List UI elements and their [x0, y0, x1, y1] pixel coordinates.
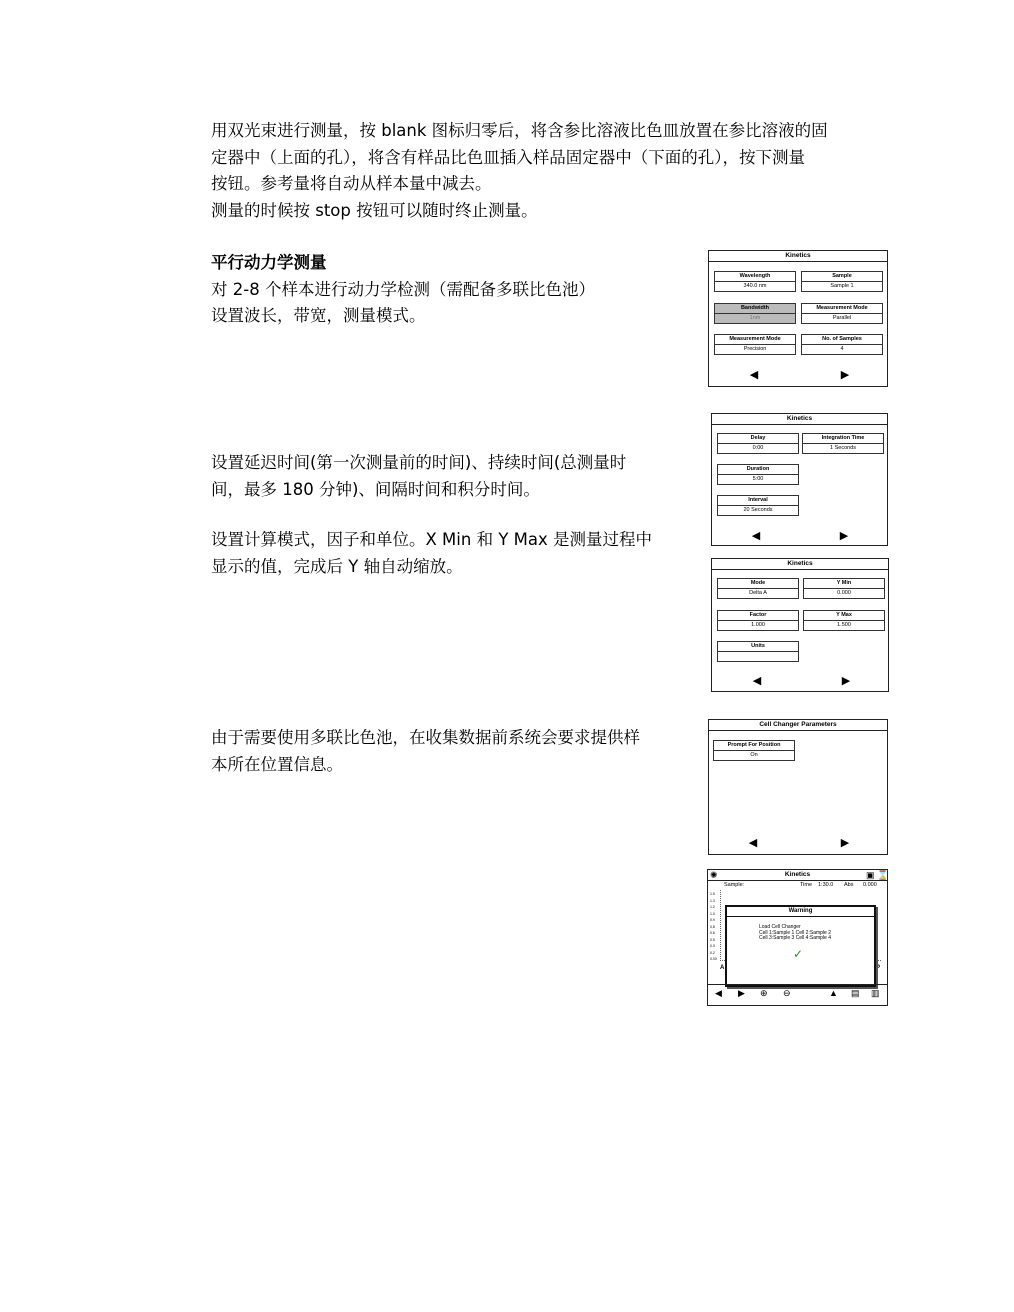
field-value: 4 [840, 346, 844, 352]
field-label: Units [718, 642, 798, 652]
y-tick-label: 0.00 [710, 957, 717, 961]
field-value: Precision [743, 346, 767, 352]
time-value: 1:30.0 [818, 882, 834, 888]
field-label: Mode [718, 579, 798, 589]
field-label: No. of Samples [802, 335, 882, 345]
prompt-position-field[interactable] [713, 740, 795, 761]
field-value: 1nm [749, 315, 761, 321]
text-line: 设置波长，带宽，测量模式。 [211, 306, 426, 325]
factor-field[interactable] [717, 610, 799, 631]
y-tick-label: 0.5 [710, 937, 715, 942]
text-line: 由于需要使用多联比色池，在收集数据前系统会要求提供样 [211, 728, 640, 747]
y-tick-label: 1.0 [710, 911, 715, 916]
text-line: 显示的值，完成后 Y 轴自动缩放。 [211, 556, 463, 576]
text-line: 间，最多 180 分钟)、间隔时间和积分时间。 [211, 479, 540, 499]
field-label: Sample [802, 272, 882, 282]
hourglass-icon: ⌛ [877, 870, 889, 880]
y-tick-label: 1.2 [710, 905, 715, 909]
field-label: Bandwidth [715, 304, 795, 314]
y-tick-label: 1.5 [710, 892, 715, 896]
field-value: 5:00 [752, 476, 764, 482]
y-tick-label: 0.8 [710, 924, 715, 929]
kinetics-panel-2 [711, 413, 888, 546]
field-value: 340.0 nm [743, 283, 767, 289]
y-min-field[interactable] [803, 578, 885, 599]
arrow-right-icon[interactable]: ▶ [840, 369, 850, 381]
sample-label: Sample: [724, 882, 745, 888]
arrow-left-icon[interactable]: ◀ [752, 675, 762, 687]
text-line: 本所在位置信息。 [211, 754, 343, 774]
field-label: Prompt For Position [714, 741, 794, 751]
section-heading: 平行动力学测量 [211, 253, 327, 272]
bandwidth-field [714, 303, 796, 324]
report-icon[interactable]: ▤ [851, 988, 860, 998]
field-label: Factor [718, 611, 798, 621]
units-field[interactable] [717, 641, 799, 662]
field-value: 1.000 [751, 622, 765, 628]
field-value: Sample 1 [830, 283, 854, 289]
arrow-right-icon[interactable]: ▶ [839, 530, 849, 542]
arrow-left-icon[interactable]: ◀ [748, 837, 758, 849]
arrow-right-icon[interactable]: ▶ [841, 675, 851, 687]
panel-title: Kinetics [708, 870, 887, 881]
text-line: 设置延迟时间(第一次测量前的时间)、持续时间(总测量时 [211, 453, 627, 472]
field-value: Delta A [749, 590, 767, 596]
wavelength-field[interactable] [714, 271, 796, 292]
abs-value: 0.000 [863, 882, 877, 888]
delay-field[interactable] [717, 433, 799, 454]
dialog-message: Cell 3:Sample 3 Cell 4:Sample 4 [759, 935, 831, 941]
calc-settings-text [211, 527, 652, 580]
dialog-message: Load Cell Changer [759, 924, 801, 930]
panel-title: Kinetics [709, 251, 887, 262]
abs-label: Abs [844, 882, 854, 888]
panel-title: Cell Changer Parameters [709, 720, 887, 731]
field-value [718, 652, 798, 661]
field-label: Integration Time [803, 434, 883, 444]
duration-field[interactable] [717, 464, 799, 485]
field-label: Interval [718, 496, 798, 506]
field-value: 20 Seconds [743, 507, 773, 513]
save-icon[interactable]: ▥ [871, 988, 880, 998]
arrow-left-icon[interactable]: ◀ [715, 988, 722, 998]
text-line: 按钮。参考量将自动从样本量中减去。 [211, 174, 492, 193]
zoom-in-icon[interactable]: ⊕ [760, 988, 768, 998]
cell-changer-text [211, 725, 640, 778]
field-label: Duration [718, 465, 798, 475]
warning-dialog [725, 905, 876, 987]
field-value: 1 Seconds [830, 445, 856, 451]
integration-time-field[interactable] [802, 433, 884, 454]
field-value: 0.000 [837, 590, 851, 596]
y-max-field[interactable] [803, 610, 885, 631]
field-value: Parallel [832, 315, 852, 321]
arrow-right-icon[interactable]: ▶ [840, 837, 850, 849]
y-tick-label: 0.9 [710, 918, 715, 922]
text-line: 用双光束进行测量，按 blank 图标归零后，将含参比溶液比色皿放置在参比溶液的固 [211, 121, 828, 140]
intro-paragraph [211, 118, 828, 224]
measurement-mode-precision-field[interactable] [714, 334, 796, 355]
y-axis-ticks [710, 892, 720, 962]
text-line: 定器中（上面的孔），将含有样品比色皿插入样品固定器中（下面的孔），按下测量 [211, 147, 805, 167]
field-value: 1.500 [837, 622, 851, 628]
cell-changer-icon: ▣ [866, 870, 875, 880]
panel-title: Kinetics [712, 414, 887, 425]
kinetics-panel-3 [711, 558, 889, 692]
text-line: 设置计算模式，因子和单位。X Min 和 Y Max 是测量过程中 [211, 530, 652, 549]
field-label: Y Max [804, 611, 884, 621]
arrow-left-icon[interactable]: ◀ [749, 369, 759, 381]
lamp-icon: ✺ [710, 870, 718, 880]
kinetics-panel-1 [708, 250, 888, 387]
arrow-right-icon[interactable]: ▶ [738, 988, 745, 998]
y-tick-label: 0.2 [710, 950, 715, 955]
panel-title: Kinetics [712, 559, 888, 570]
field-value: 0:00 [752, 445, 764, 451]
field-label: Measurement Mode [802, 304, 882, 314]
sample-field[interactable] [801, 271, 883, 292]
field-label: Y Min [804, 579, 884, 589]
zoom-out-icon[interactable]: ⊖ [783, 988, 791, 998]
cell-changer-panel [708, 719, 888, 855]
interval-field[interactable] [717, 495, 799, 516]
right-label-fragment: P [876, 965, 881, 971]
y-tick-label: 0.3 [710, 944, 715, 948]
parallel-section [211, 250, 595, 330]
text-line: 测量的时候按 stop 按钮可以随时终止测量。 [211, 200, 538, 220]
dialog-message: Cell 1:Sample 1 Cell 2:Sample 2 [759, 929, 831, 936]
text-line: 对 2-8 个样本进行动力学检测（需配备多联比色池） [211, 279, 595, 299]
time-label: Time [800, 882, 813, 888]
field-label: Wavelength [715, 272, 795, 282]
kinetics-run-panel [707, 869, 888, 1006]
upload-icon[interactable]: ▲ [829, 988, 838, 998]
field-value: On [750, 752, 758, 758]
time-settings-text [211, 450, 626, 503]
y-tick-label: 1.3 [710, 898, 715, 903]
field-label: Measurement Mode [715, 335, 795, 345]
measurement-mode-field[interactable] [801, 303, 883, 324]
num-samples-field[interactable] [801, 334, 883, 355]
dialog-title: Warning [727, 907, 874, 917]
y-tick-label: 0.6 [710, 931, 715, 935]
left-label-fragment: A [720, 965, 725, 971]
arrow-left-icon[interactable]: ◀ [751, 530, 761, 542]
mode-field[interactable] [717, 578, 799, 599]
field-label: Delay [718, 434, 798, 444]
checkmark-icon[interactable]: ✓ [793, 947, 804, 961]
